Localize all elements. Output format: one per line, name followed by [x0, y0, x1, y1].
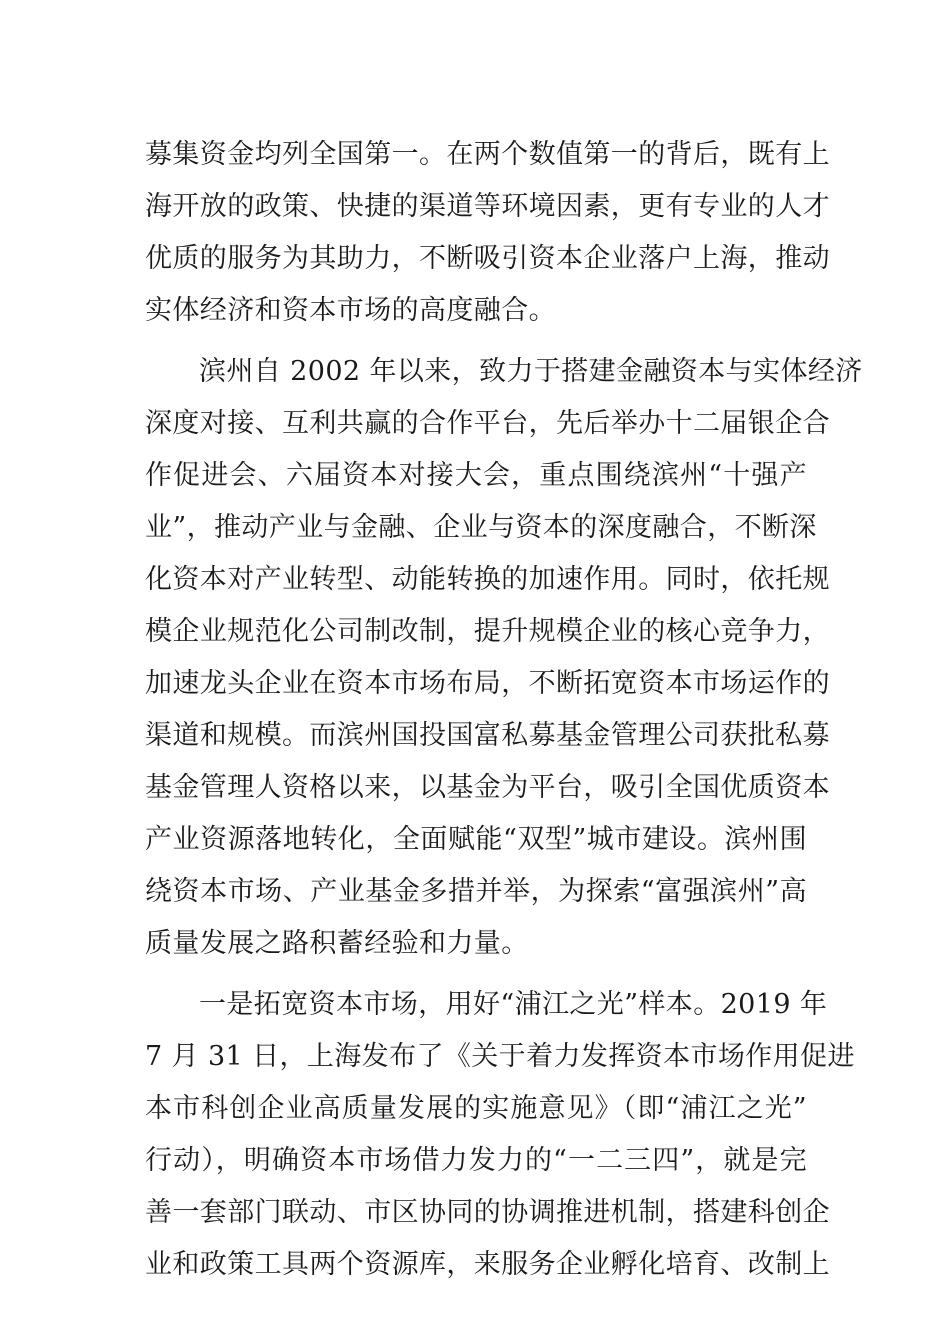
text-line: 善一套部门联动、市区协同的协调推进机制，搭建科创企 — [145, 1197, 830, 1228]
text-line: 化资本对产业转型、动能转换的加速作用。同时，依托规 — [145, 564, 830, 595]
text-line: 募集资金均列全国第一。在两个数值第一的背后，既有上 — [145, 139, 830, 170]
text-line: 行动），明确资本市场借力发力的“一二三四”，就是完 — [145, 1145, 807, 1176]
text-line: 本市科创企业高质量发展的实施意见》（即“浦江之光” — [145, 1093, 807, 1124]
paragraph — [145, 979, 855, 1291]
text-line: 一是拓宽资本市场，用好“浦江之光”样本。2019 年 — [199, 989, 828, 1020]
text-line: 绕资本市场、产业基金多措并举，为探索“富强滨州”高 — [145, 876, 807, 907]
text-line: 实体经济和资本市场的高度融合。 — [145, 295, 556, 326]
text-line: 业和政策工具两个资源库，来服务企业孵化培育、改制上 — [145, 1249, 830, 1280]
text-line: 滨州自 2002 年以来，致力于搭建金融资本与实体经济 — [199, 356, 863, 387]
document-body — [145, 129, 863, 1291]
text-line: 模企业规范化公司制改制，提升规模企业的核心竞争力， — [145, 616, 830, 647]
text-line: 产业资源落地转化，全面赋能“双型”城市建设。滨州围 — [145, 824, 807, 855]
paragraph — [145, 129, 830, 337]
text-line: 渠道和规模。而滨州国投国富私募基金管理公司获批私募 — [145, 720, 830, 751]
paragraph — [145, 346, 863, 970]
text-line: 基金管理人资格以来，以基金为平台，吸引全国优质资本 — [145, 772, 830, 803]
text-line: 加速龙头企业在资本市场布局，不断拓宽资本市场运作的 — [145, 668, 830, 699]
text-line: 作促进会、六届资本对接大会，重点围绕滨州“十强产 — [145, 460, 807, 491]
text-line: 业”，推动产业与金融、企业与资本的深度融合，不断深 — [145, 512, 817, 543]
text-line: 7 月 31 日，上海发布了《关于着力发挥资本市场作用促进 — [145, 1041, 855, 1072]
text-line: 海开放的政策、快捷的渠道等环境因素，更有专业的人才 — [145, 191, 830, 222]
text-line: 质量发展之路积蓄经验和力量。 — [145, 928, 529, 959]
text-line: 深度对接、互利共赢的合作平台，先后举办十二届银企合 — [145, 408, 830, 439]
text-line: 优质的服务为其助力，不断吸引资本企业落户上海，推动 — [145, 243, 830, 274]
